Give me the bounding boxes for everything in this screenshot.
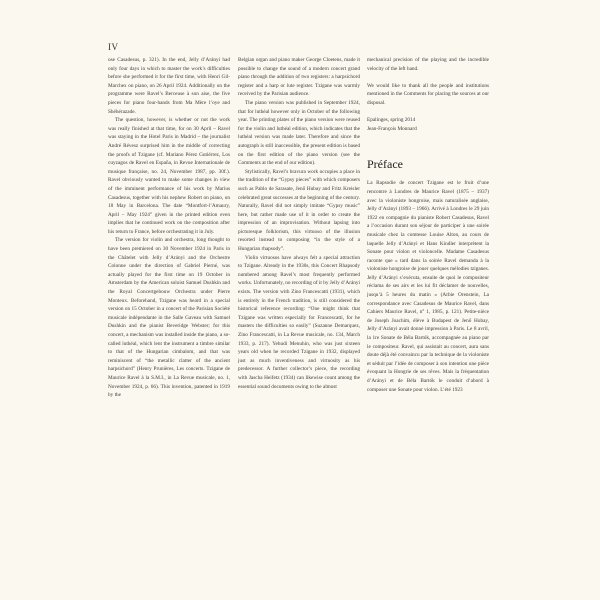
paragraph: The version for violin and orchestra, long thought to have been premiered on 30 November 1924 in Paris in the Châtelet with Jelly d’Arányi and the Orchestre Colonne under the direction of Gabriel Pierné, was actually played for the first time on 19 October in Amsterdam by the American soloist Samuel Dushkin and the Royal Concertgebouw Orchestra under Pierre Monteux. Beforehand, Tzigane was heard in a special version on 15 October in a concert of the Parisian Société musicale indépendante in the Salle Gaveau with Samuel Dushkin and the pianist Beveridge Webster; for this concert, a mechanism was installed inside the piano, a so-called luthéal, which lent the instrument a timbre similar to that of the Hungarian cimbalom, and that was reminiscent of “the metallic clatter of the ancient harpsichord” (Henry Prunières, Les concerts. Tzigane de Maurice Ravel à la S.M.I., in La Revue musicale, no. 1, November 1924, p. 66). This invention, patented in 1919 by the	[108, 237, 230, 399]
paragraph: The question, however, is whether or not the work was really finished at that time, for on 30 April – Ravel was staying in the Hotel Paris in Madrid – the journalist André Révesz surprised him in the middle of correcting the proofs of Tzigane (cf. Mariano Pérez Gutiérrez, Los cuyzagos de Ravel en España, in Revue Internationale de musique française, no. 24, November 1987, pp. 30f.). Ravel obviously wanted to make some changes in view of the imminent performance of his work by Marius Casadesus, together with his nephew Robert on piano, on 18 May in Barcelona. The date “Montfort-l’Amaury, April – May 1924” given in the printed edition even implies that he continued work on the composition after his return to France, before orchestrating it in July.	[108, 117, 230, 235]
text-column-2	[238, 56, 360, 568]
signature-author: Jean-François Monnard	[367, 125, 417, 132]
preface-paragraph: La Rapsodie de concert Tzigane est le fruit d’une rencontre à Londres de Maurice Ravel (1875 – 1937) avec la violoniste hongroise, mais naturalisée anglaise, Jelly d’Arányi (1893 – 1966). Arrivé à Londres le 29 juin 1922 en compagnie du pianiste Robert Casadesus, Ravel a l’occasion durant son séjour de participer à une soirée musicale chez la comtesse Louise Alton, au cours de laquelle Jelly d’Arányi et Hans Kindler interprètent la Sonate pour violon et violoncelle. Madame Casadesus raconte que « tard dans la soirée Ravel demanda à la violoniste hongroise de jouer quelques mélodies tziganes. Jelly d’Arányi s’exécuta, ensuite de quoi le compositeur réclama de ses airs et les lui fit déclamer de nouvelles, jusqu’à 5 heures du matin » (Arbie Orenstein, La correspondance avec Casadesus de Maurice Ravel, dans Cahiers Maurice Ravel, n° 1, 1985, p. 121). Petite-nièce de Joseph Joachim, élève à Budapest de Jenő Hubay, Jelly d’Arányi avait donné impression à Paris. Le 8 avril, la 1re Sonate de Béla Bartók, accompagnée au piano par le compositeur. Ravel, qui assistait au concert, aura sans doute déjà été convaincu par la technique de la violoniste et séduit par l’idée de composer à son intention une pièce évoquant la Hongrie de ses rêves. Mais la fréquentation d’Arányi et de Béla Bartók le conduit d’abord à composer une Sonate pour violon. L’été 1923	[367, 180, 489, 393]
text-column-1	[108, 56, 230, 568]
signature-block	[367, 116, 489, 133]
paragraph: ose Casadesus, p. 321). In the end, Jelly d’Arányi had only four days in which to master the work’s difficulties before she performed it for the first time, with Henri Gil-Marchex on piano, on 26 April 1924. Additionally on the programme were Ravel’s Berceuse à son aise, the five pieces for piano four-hands from Ma Mère l’oye and Shéhérazade.	[108, 57, 230, 115]
paragraph: mechanical precision of the playing and the incredible velocity of the left hand.	[367, 57, 489, 72]
signature-place-date: Epalinges, spring 2014	[367, 117, 416, 124]
acknowledgement-paragraph: We would like to thank all the people and institutions mentioned in the Comments for placing the sources at our disposal.	[367, 82, 489, 106]
paragraph: Violin virtuosos have always felt a special attraction to Tzigane. Already in the 1930s, this Concert Rhapsody numbered among Ravel’s most frequently performed works. Unfortunately, no recording of it by Jelly d’Arányi exists. The version with Zino Francescatti (1931), which is entirely in the French tradition, is still considered the historical reference recording: “One might think that Tzigane was written especially for Francescatti, for he masters the difficulties so easily” (Suzanne Demarquez, Zino Francescatti, in La Revue musicale, no. 134, March 1933, p. 217). Yehudi Menuhin, who was just sixteen years old when he recorded Tzigane in 1932, displayed just as much inventiveness and virtuosity as his predecessor. A further collector’s piece, the recording with Jascha Heifetz (1934) can likewise count among the essential sound documents owing to the almost	[238, 254, 360, 390]
paragraph: The piano version was published in September 1924, that for luthéal however only in October of the following year. The printing plates of the piano version were reused for the violin and luthéal edition, which indicates that the luthéal version was made later. Therefore and since the autograph is still inaccessible, the present edition is based on the first edition of the piano version (see the Comments at the end of our edition).	[238, 99, 360, 167]
paragraph: Belgian organ and piano maker George Cloetens, made it possible to change the sound of a modern concert grand piano through the addition of two registers: a harpsichord register and a harp or lute register. Tzigane was warmly received by the Parisian audience.	[238, 57, 360, 98]
text-column-3	[367, 56, 489, 568]
page-number: IV	[108, 42, 119, 52]
preface-heading: Préface	[367, 157, 403, 172]
paragraph: Stylistically, Ravel’s bravura work occupies a place in the tradition of the “Gypsy pieces” with which composers such as Pablo de Sarasate, Jenő Hubay and Fritz Kreisler celebrated great successes at the beginning of the century. Naturally, Ravel did not simply imitate “Gypsy music” here, but rather made use of it in order to create the impression of an improvisation. Without lapsing into picturesque folklorism, this virtuoso of the illusion resorted instead to composing “in the style of a Hungarian rhapsody”.	[238, 168, 360, 253]
